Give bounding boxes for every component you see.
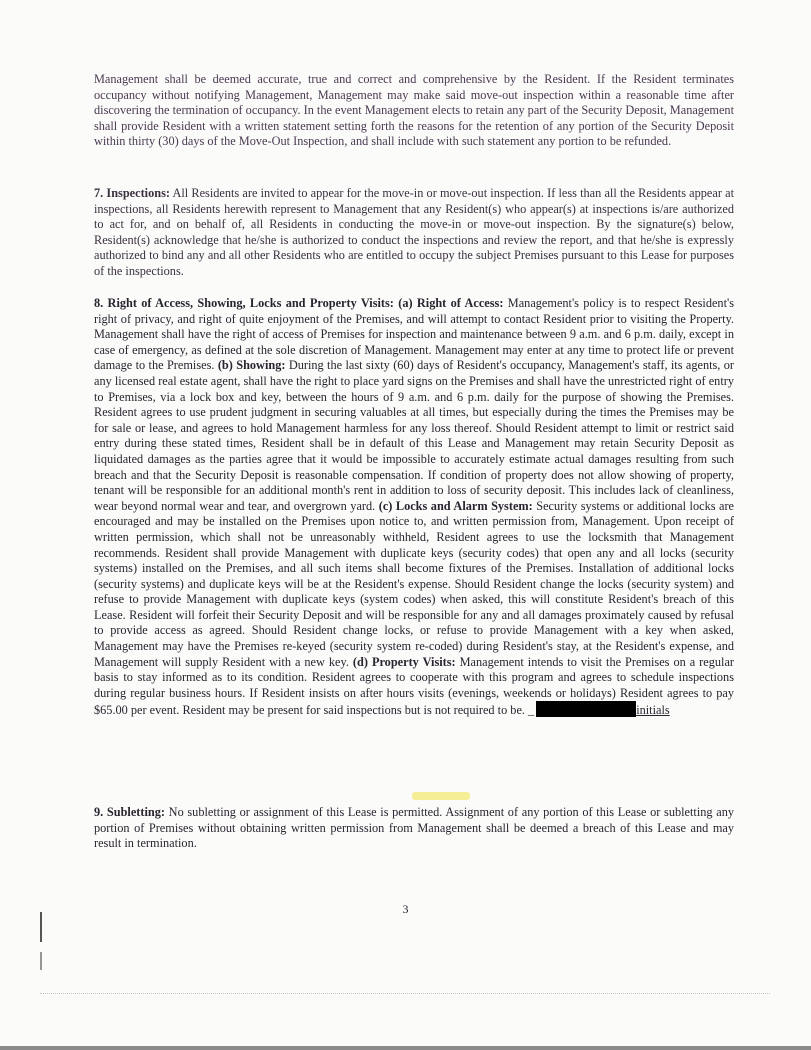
highlighter-mark — [412, 792, 470, 800]
section-body-access: Management's policy is to respect Resident's right of privacy, and right of quite enjoyment of the Premises, and will attempt to contact Resident prior to visiting the Property. Management shall have the right of access of Premises for inspection and maintenance between 9 a.m. and 6 p.m. daily, except in case of emergency, as defined at the sole discretion of Management. Management may enter at any time to protect life or prevent damage to the Premises. — [94, 296, 735, 373]
scan-artifact — [40, 952, 42, 970]
subheading-locks: (c) Locks and Alarm System: — [378, 498, 533, 513]
section-heading: 9. Subletting: — [94, 805, 165, 819]
section-body-property-visits: Management intends to visit the Premises on a regular basis to stay informed as to its condition. Resident agrees to cooperate with this program and agrees to schedule inspections during regular business hours. If Resident insists on after hours visits (evenings, weekends or holidays) Resident agrees to pay $65.00 per event. Resident may be present for said inspections but is not required to be. _ — [94, 654, 734, 718]
page-bottom-edge — [0, 1046, 811, 1050]
page-number: 3 — [402, 902, 409, 916]
redaction-box — [536, 701, 636, 717]
section-body: All Residents are invited to appear for the move-in or move-out inspection. If less than all the Residents appear at inspections, all Residents herewith represent to Management that any Resident(s) who appear(s) at inspections is/are authorized to act for, and on behalf of, all Residents in conducting the move-in or move-out inspection. By the signature(s) below, Resident(s) acknowledge that he/she is authorized to conduct the inspections and review the report, and that he/she is expressly authorized to bind any and all other Residents who are entitled to occupy the subject Premises pursuant to this Lease for purposes of the inspections. — [94, 186, 735, 278]
section-heading: 8. Right of Access, Showing, Locks and Property Visits: (a) Right of Access: — [94, 296, 504, 310]
section-body-showing: During the last sixty (60) days of Resident's occupancy, Management's staff, its agents, or any licensed real estate agent, shall have the right to place yard signs on the Premises and shall have the unrestricted right of entry to Premises, via a lock box and key, between the hours of 9 a.m. and 6 p.m. daily for the purpose of showing the Premises. Resident agrees to use prudent judgment in securing valuables at all times, but especially during the times the Premises may be for sale or lease, and agrees to hold Management harmless for any loss thereof. Should Resident attempt to limit or restrict said entry during these stated times, Resident shall be in default of this Lease and Management may retain Security Deposit as liquidated damages as the parties agree that it would be impossible to accurately estimate actual damages resulting from such breach and that the Security Deposit is reasonable compensation. If condition of property does not allow showing of property, tenant will be responsible for an additional month's rent in addition to loss of security deposit. This includes lack of cleanliness, wear beyond normal wear and tear, and overgrown yard. — [94, 358, 735, 513]
section-heading: 7. Inspections: — [94, 186, 170, 200]
paragraph-text: Management shall be deemed accurate, true and correct and comprehensive by the Resident. If the Resident terminates occupancy without notifying Management, Management may make said move-out inspection within a reasonable time after discovering the termination of occupancy. In the event Management elects to retain any part of the Security Deposit, Management shall provide Resident with a written statement setting forth the reasons for the retention of any portion of the Security Deposit within thirty (30) days of the Move-Out Inspection, and shall include with such statement any portion to be refunded. — [94, 72, 734, 149]
subheading-property-visits: (d) Property Visits: — [352, 654, 456, 669]
scan-artifact-line — [40, 993, 770, 994]
scan-artifact — [40, 912, 42, 942]
section-subletting — [94, 805, 734, 852]
section-inspections — [94, 186, 734, 280]
paragraph-deposit-statement — [94, 72, 734, 150]
initials-label: initials — [636, 703, 670, 718]
section-body-locks: Security systems or additional locks are encouraged and may be installed on the Premises upon notice to, and written permission from, Management. Upon receipt of written permission, which shall not be unreasonably withheld, Resident agrees to use the locksmith that Management recommends. Resident shall provide Management with duplicate keys (security codes) that open any and all locks (security systems) installed on the Premises, and all such items shall become fixtures of the Premises. Installation of additional locks (security systems) and duplicate keys will be at the Resident's expense. Should Resident change the locks (security system) and refuse to provide Management with duplicate keys (system codes) when asked, this will constitute Resident's breach of this Lease. Resident will forfeit their Security Deposit and will be responsible for any and all damages proximately caused by refusal to provide access as agreed. Should Resident change locks, or refuse to provide Management with a key when asked, Management may have the Premises re-keyed (security system re-coded) during Resident's stay, at the Resident's expense, and Management will supply Resident with a new key. — [94, 498, 735, 669]
section-body: No subletting or assignment of this Lease is permitted. Assignment of any portion of this Lease or subletting any portion of Premises without obtaining written permission from Management shall be deemed a breach of this Lease and may result in termination. — [94, 805, 734, 851]
subheading-showing: (b) Showing: — [217, 358, 286, 373]
section-right-of-access — [94, 296, 734, 719]
